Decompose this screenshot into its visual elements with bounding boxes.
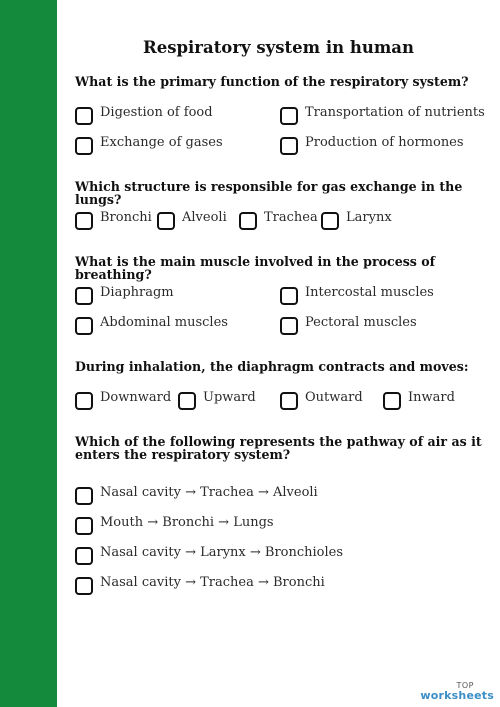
option-2c[interactable] bbox=[239, 211, 318, 231]
option-5c[interactable] bbox=[75, 546, 343, 566]
option-label: Exchange of gases bbox=[100, 134, 223, 150]
option-1a[interactable] bbox=[75, 106, 213, 126]
checkbox[interactable] bbox=[75, 577, 93, 595]
option-label: Downward bbox=[100, 389, 172, 405]
option-label: Nasal cavity → Trachea → Bronchi bbox=[100, 574, 325, 590]
option-1c[interactable] bbox=[75, 136, 223, 156]
option-1d[interactable] bbox=[280, 136, 464, 156]
option-4d[interactable] bbox=[383, 391, 455, 411]
question-2: Which structure is responsible for gas exchange in the lungs? bbox=[75, 179, 463, 207]
option-label: Mouth → Bronchi → Lungs bbox=[100, 514, 274, 530]
checkbox[interactable] bbox=[75, 392, 93, 410]
option-label: Bronchi bbox=[100, 209, 152, 225]
option-label: Trachea bbox=[264, 209, 318, 225]
option-label: Diaphragm bbox=[100, 284, 174, 300]
checkbox[interactable] bbox=[75, 547, 93, 565]
question-1: What is the primary function of the respiratory system? bbox=[75, 74, 469, 89]
option-3d[interactable] bbox=[280, 316, 417, 336]
option-label: Pectoral muscles bbox=[305, 314, 417, 330]
option-4c[interactable] bbox=[280, 391, 363, 411]
option-label: Abdominal muscles bbox=[100, 314, 228, 330]
question-5: Which of the following represents the pathway of air as it enters the respiratory system? bbox=[75, 434, 482, 462]
option-label: Alveoli bbox=[182, 209, 227, 225]
option-label: Transportation of nutrients bbox=[305, 104, 485, 120]
checkbox[interactable] bbox=[383, 392, 401, 410]
option-5d[interactable] bbox=[75, 576, 325, 596]
checkbox[interactable] bbox=[280, 317, 298, 335]
option-5a[interactable] bbox=[75, 486, 318, 506]
option-2b[interactable] bbox=[157, 211, 227, 231]
option-4a[interactable] bbox=[75, 391, 171, 411]
checkbox[interactable] bbox=[75, 317, 93, 335]
checkbox[interactable] bbox=[280, 392, 298, 410]
option-label: Upward bbox=[203, 389, 256, 405]
checkbox[interactable] bbox=[280, 137, 298, 155]
checkbox[interactable] bbox=[239, 212, 257, 230]
brand-main-text: worksheets bbox=[420, 689, 494, 702]
page-title: Respiratory system in human bbox=[143, 38, 414, 57]
brand-top-text: TOP bbox=[456, 681, 474, 690]
option-label: Digestion of food bbox=[100, 104, 213, 120]
checkbox[interactable] bbox=[75, 517, 93, 535]
checkbox[interactable] bbox=[178, 392, 196, 410]
checkbox[interactable] bbox=[280, 287, 298, 305]
option-4b[interactable] bbox=[178, 391, 256, 411]
checkbox[interactable] bbox=[75, 487, 93, 505]
option-3c[interactable] bbox=[75, 316, 228, 336]
question-3: What is the main muscle involved in the process of breathing? bbox=[75, 254, 436, 282]
option-label: Nasal cavity → Trachea → Alveoli bbox=[100, 484, 318, 500]
checkbox[interactable] bbox=[75, 212, 93, 230]
option-label: Inward bbox=[408, 389, 455, 405]
checkbox[interactable] bbox=[280, 107, 298, 125]
option-5b[interactable] bbox=[75, 516, 274, 536]
option-1b[interactable] bbox=[280, 106, 485, 126]
brand-logo bbox=[420, 681, 494, 702]
option-2a[interactable] bbox=[75, 211, 152, 231]
checkbox[interactable] bbox=[75, 107, 93, 125]
option-3a[interactable] bbox=[75, 286, 174, 306]
checkbox[interactable] bbox=[75, 287, 93, 305]
checkbox[interactable] bbox=[75, 137, 93, 155]
option-label: Nasal cavity → Larynx → Bronchioles bbox=[100, 544, 344, 560]
checkbox[interactable] bbox=[157, 212, 175, 230]
checkbox[interactable] bbox=[321, 212, 339, 230]
option-label: Larynx bbox=[346, 209, 392, 225]
option-label: Outward bbox=[305, 389, 363, 405]
question-4: During inhalation, the diaphragm contracts and moves: bbox=[75, 359, 469, 374]
option-3b[interactable] bbox=[280, 286, 434, 306]
side-bar bbox=[0, 0, 57, 707]
option-2d[interactable] bbox=[321, 211, 392, 231]
option-label: Production of hormones bbox=[305, 134, 464, 150]
option-label: Intercostal muscles bbox=[305, 284, 434, 300]
